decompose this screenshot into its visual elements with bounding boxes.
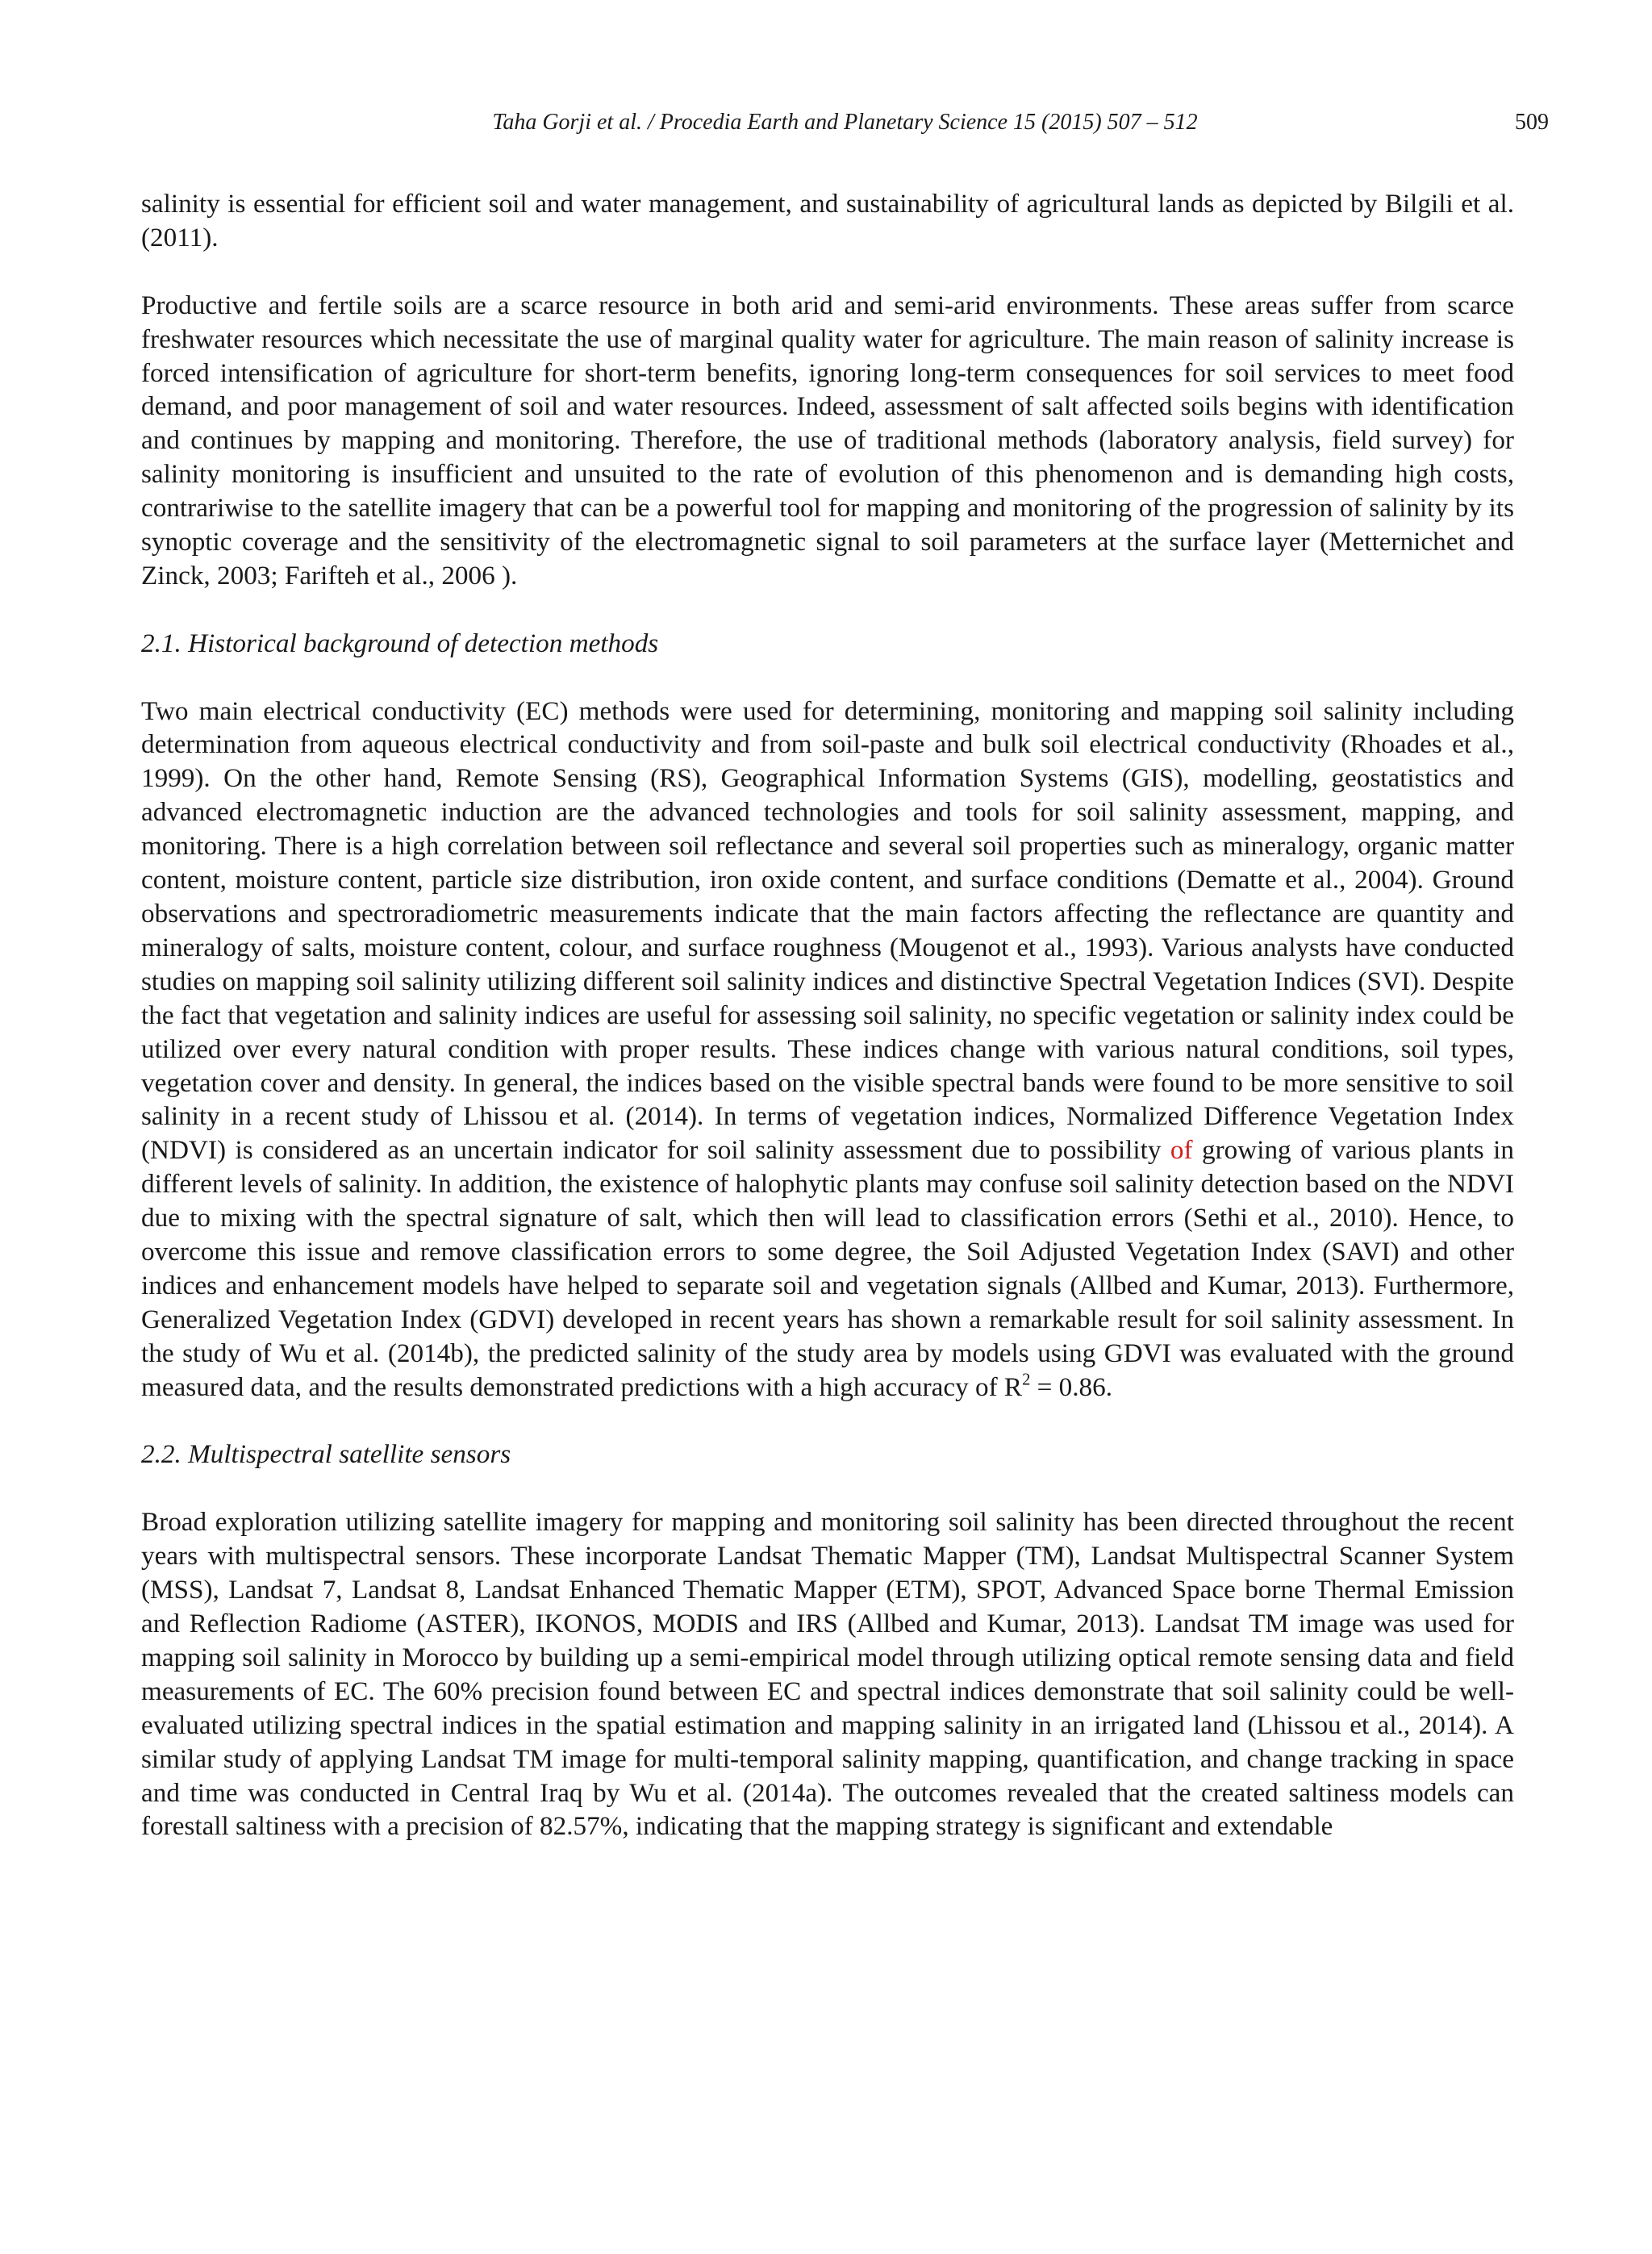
paragraph-text: Two main electrical conductivity (EC) methods were used for determining, monitoring and mapping soil salinity including determination from aqueous electrical conductivity and from soil-paste and bulk soil electrical conductivity (Rhoades et al., 1999). On the other hand, Remote Sensing (RS), Geographical Information Systems (GIS), modelling, geostatistics and advanced electromagnetic induction are the advanced technologies and tools for soil salinity assessment, mapping, and monitoring. There is a high correlation between soil reflectance and several soil properties such as mineralogy, organic matter content, moisture content, particle size distribution, iron oxide content, and surface conditions (Dematte et al., 2004). Ground observations and spectroradiometric measurements indicate that the main factors affecting the reflectance are quantity and mineralogy of salts, moisture content, colour, and surface roughness (Mougenot et al., 1993). Various analysts have conducted studies on mapping soil salinity utilizing different soil salinity indices and distinctive Spectral Vegetation Indices (SVI). Despite the fact that vegetation and salinity indices are useful for assessing soil salinity, no specific vegetation or salinity index could be utilized over every natural condition with proper results. These indices change with various natural conditions, soil types, vegetation cover and density. In general, the indices based on the visible spectral bands were found to be more sensitive to soil salinity in a recent study of Lhissou et al. (2014). In terms of vegetation indices, Normalized Difference Vegetation Index (NDVI) is considered as an uncertain indicator for soil salinity assessment due to possibility bbox=[141, 695, 1514, 1166]
paragraph-detection-methods bbox=[141, 695, 1514, 1405]
superscript: 2 bbox=[1022, 1371, 1031, 1389]
journal-reference: Taha Gorji et al. / Procedia Earth and Planetary Science 15 (2015) 507 – 512 bbox=[492, 110, 1198, 135]
section-heading-historical-background: 2.1. Historical background of detection methods bbox=[141, 628, 659, 658]
section-heading-multispectral-sensors: 2.2. Multispectral satellite sensors bbox=[141, 1439, 511, 1470]
highlighted-word: of bbox=[1170, 1135, 1193, 1166]
body-text bbox=[141, 187, 1514, 1877]
page-number: 509 bbox=[1515, 110, 1549, 135]
paragraph-continuation: salinity is essential for efficient soil and water management, and sustainability of agricultural lands as depicted by Bilgili et al. (2011). bbox=[141, 189, 1514, 253]
paragraph-multispectral-sensors: Broad exploration utilizing satellite imagery for mapping and monitoring soil salinity has been directed throughout the recent years with multispectral sensors. These incorporate Landsat Thematic Mapper (TM), Landsat Multispectral Scanner System (MSS), Landsat 7, Landsat 8, Landsat Enhanced Thematic Mapper (ETM), SPOT, Advanced Space borne Thermal Emission and Reflection Radiome (ASTER), IKONOS, MODIS and IRS (Allbed and Kumar, 2013). Landsat TM image was used for mapping soil salinity in Morocco by building up a semi-empirical model through utilizing optical remote sensing data and field measurements of EC. The 60% precision found between EC and spectral indices demonstrate that soil salinity could be well-evaluated utilizing spectral indices in the spatial estimation and mapping salinity in an irrigated land (Lhissou et al., 2014). A similar study of applying Landsat TM image for multi-temporal salinity mapping, quantification, and change tracking in space and time was conducted in Central Iraq by Wu et al. (2014a). The outcomes revealed that the created saltiness models can forestall saltiness with a precision of 82.57%, indicating that the mapping strategy is significant and extendable bbox=[141, 1507, 1514, 1842]
paragraph-text: = 0.86. bbox=[1030, 1371, 1113, 1402]
running-head bbox=[141, 110, 1549, 142]
paragraph-text: growing of various plants in different levels of salinity. In addition, the existence of halophytic plants may confuse soil salinity detection based on the NDVI due to mixing with the spectral signature of salt, which then will lead to classification errors (Sethi et al., 2010). Hence, to overcome this issue and remove classification errors to some degree, the Soil Adjusted Vegetation Index (SAVI) and other indices and enhancement models have helped to separate soil and vegetation signals (Allbed and Kumar, 2013). Furthermore, Generalized Vegetation Index (GDVI) developed in recent years has shown a remarkable result for soil salinity assessment. In the study of Wu et al. (2014b), the predicted salinity of the study area by models using GDVI was evaluated with the ground measured data, and the results demonstrated predictions with a high accuracy of R bbox=[141, 1135, 1514, 1402]
paragraph-productive-soils: Productive and fertile soils are a scarce resource in both arid and semi-arid environments. These areas suffer from scarce freshwater resources which necessitate the use of marginal quality water for agriculture. The main reason of salinity increase is forced intensification of agriculture for short-term benefits, ignoring long-term consequences for soil services to meet food demand, and poor management of soil and water resources. Indeed, assessment of salt affected soils begins with identification and continues by mapping and monitoring. Therefore, the use of traditional methods (laboratory analysis, field survey) for salinity monitoring is insufficient and unsuited to the rate of evolution of this phenomenon and is demanding high costs, contrariwise to the satellite imagery that can be a powerful tool for mapping and monitoring of the progression of salinity by its synoptic coverage and the sensitivity of the electromagnetic signal to soil parameters at the surface layer (Metternichet and Zinck, 2003; Farifteh et al., 2006 ). bbox=[141, 290, 1514, 591]
